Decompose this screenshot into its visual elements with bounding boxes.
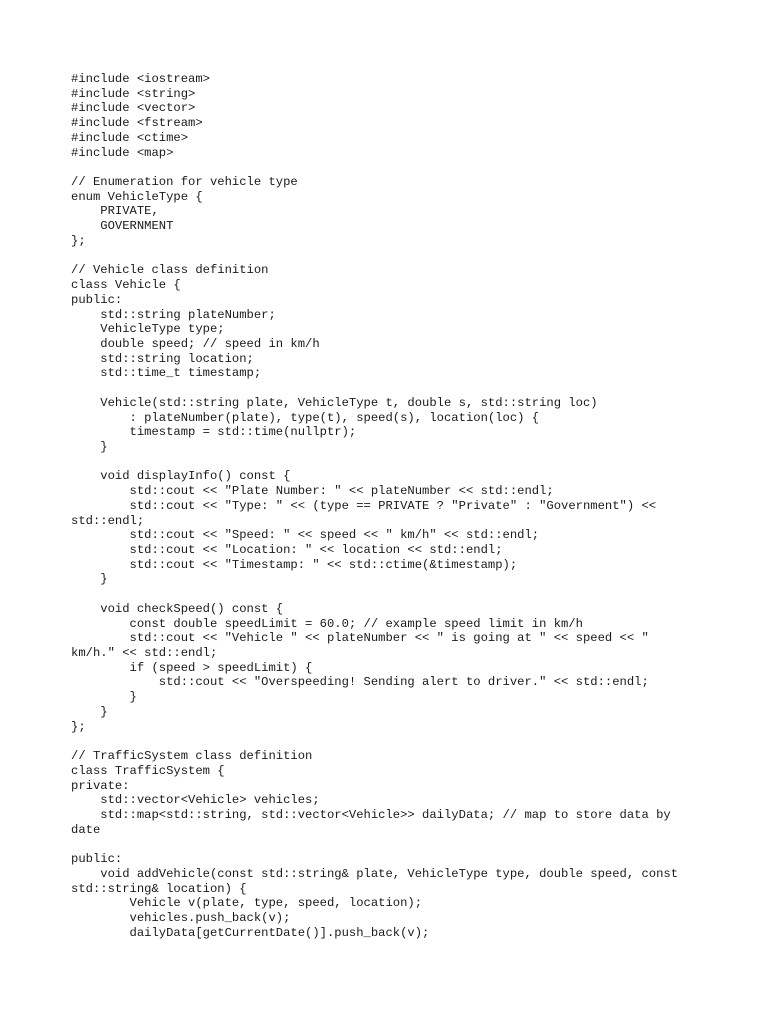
code-line: std::cout << "Vehicle " << plateNumber << " is going at " << speed << " <box>71 631 649 646</box>
code-line: // TrafficSystem class definition <box>71 749 313 764</box>
code-line: std::endl; <box>71 513 145 528</box>
code-line: VehicleType type; <box>71 322 225 337</box>
code-line: void addVehicle(const std::string& plate, VehicleType type, double speed, const <box>71 866 679 881</box>
code-line <box>71 249 678 264</box>
code-line: void checkSpeed() const { <box>71 601 284 616</box>
code-line: std::string& location) { <box>71 881 247 896</box>
code-line: }; <box>71 233 86 248</box>
code-line: std::cout << "Plate Number: " << plateNumber << std::endl; <box>71 484 554 499</box>
code-line: #include <iostream> <box>71 72 210 86</box>
code-line: // Enumeration for vehicle type <box>71 175 298 190</box>
code-line <box>71 381 678 396</box>
code-line: public: <box>71 852 123 867</box>
code-line: : plateNumber(plate), type(t), speed(s), location(loc) { <box>71 410 540 425</box>
code-line: #include <vector> <box>71 101 196 116</box>
code-line <box>71 160 678 175</box>
code-line: class Vehicle { <box>71 278 181 293</box>
code-line: std::vector<Vehicle> vehicles; <box>71 793 320 808</box>
code-line: std::time_t timestamp; <box>71 366 262 381</box>
code-line: std::cout << "Timestamp: " << std::ctime(&timestamp); <box>71 557 518 572</box>
code-line: timestamp = std::time(nullptr); <box>71 425 357 440</box>
code-line: std::string plateNumber; <box>71 307 276 322</box>
code-line: date <box>71 822 101 837</box>
code-line: std::string location; <box>71 351 254 366</box>
code-line: } <box>71 690 137 705</box>
code-line: #include <map> <box>71 145 174 160</box>
code-line: double speed; // speed in km/h <box>71 336 320 351</box>
code-line: std::map<std::string, std::vector<Vehicle>> dailyData; // map to store data by <box>71 807 671 822</box>
code-line: const double speedLimit = 60.0; // example speed limit in km/h <box>71 616 583 631</box>
code-line: vehicles.push_back(v); <box>71 910 291 925</box>
code-line: private: <box>71 778 130 793</box>
code-line <box>71 587 678 602</box>
code-line: public: <box>71 292 123 307</box>
code-line <box>71 455 678 470</box>
code-line: Vehicle v(plate, type, speed, location); <box>71 896 423 911</box>
code-line: #include <ctime> <box>71 130 189 145</box>
code-line: PRIVATE, <box>71 204 159 219</box>
code-line: Vehicle(std::string plate, VehicleType t, double s, std::string loc) <box>71 395 598 410</box>
code-line <box>71 837 678 852</box>
code-line <box>71 734 678 749</box>
code-line: if (speed > speedLimit) { <box>71 660 313 675</box>
code-listing <box>71 72 678 940</box>
code-line: #include <string> <box>71 86 196 101</box>
code-line: std::cout << "Speed: " << speed << " km/h" << std::endl; <box>71 528 540 543</box>
code-line: }; <box>71 719 86 734</box>
code-line: void displayInfo() const { <box>71 469 291 484</box>
code-line: // Vehicle class definition <box>71 263 269 278</box>
code-line: std::cout << "Overspeeding! Sending alert to driver." << std::endl; <box>71 675 649 690</box>
code-line: enum VehicleType { <box>71 189 203 204</box>
code-line: std::cout << "Location: " << location << std::endl; <box>71 543 503 557</box>
code-line: class TrafficSystem { <box>71 763 225 778</box>
code-line: } <box>71 572 108 587</box>
code-line: km/h." << std::endl; <box>71 646 218 661</box>
code-line: #include <fstream> <box>71 116 203 131</box>
code-line: GOVERNMENT <box>71 219 174 234</box>
code-line: } <box>71 439 108 454</box>
code-line: dailyData[getCurrentDate()].push_back(v); <box>71 925 430 940</box>
code-line: std::cout << "Type: " << (type == PRIVATE ? "Private" : "Government") << <box>71 498 657 513</box>
code-line: } <box>71 704 108 719</box>
